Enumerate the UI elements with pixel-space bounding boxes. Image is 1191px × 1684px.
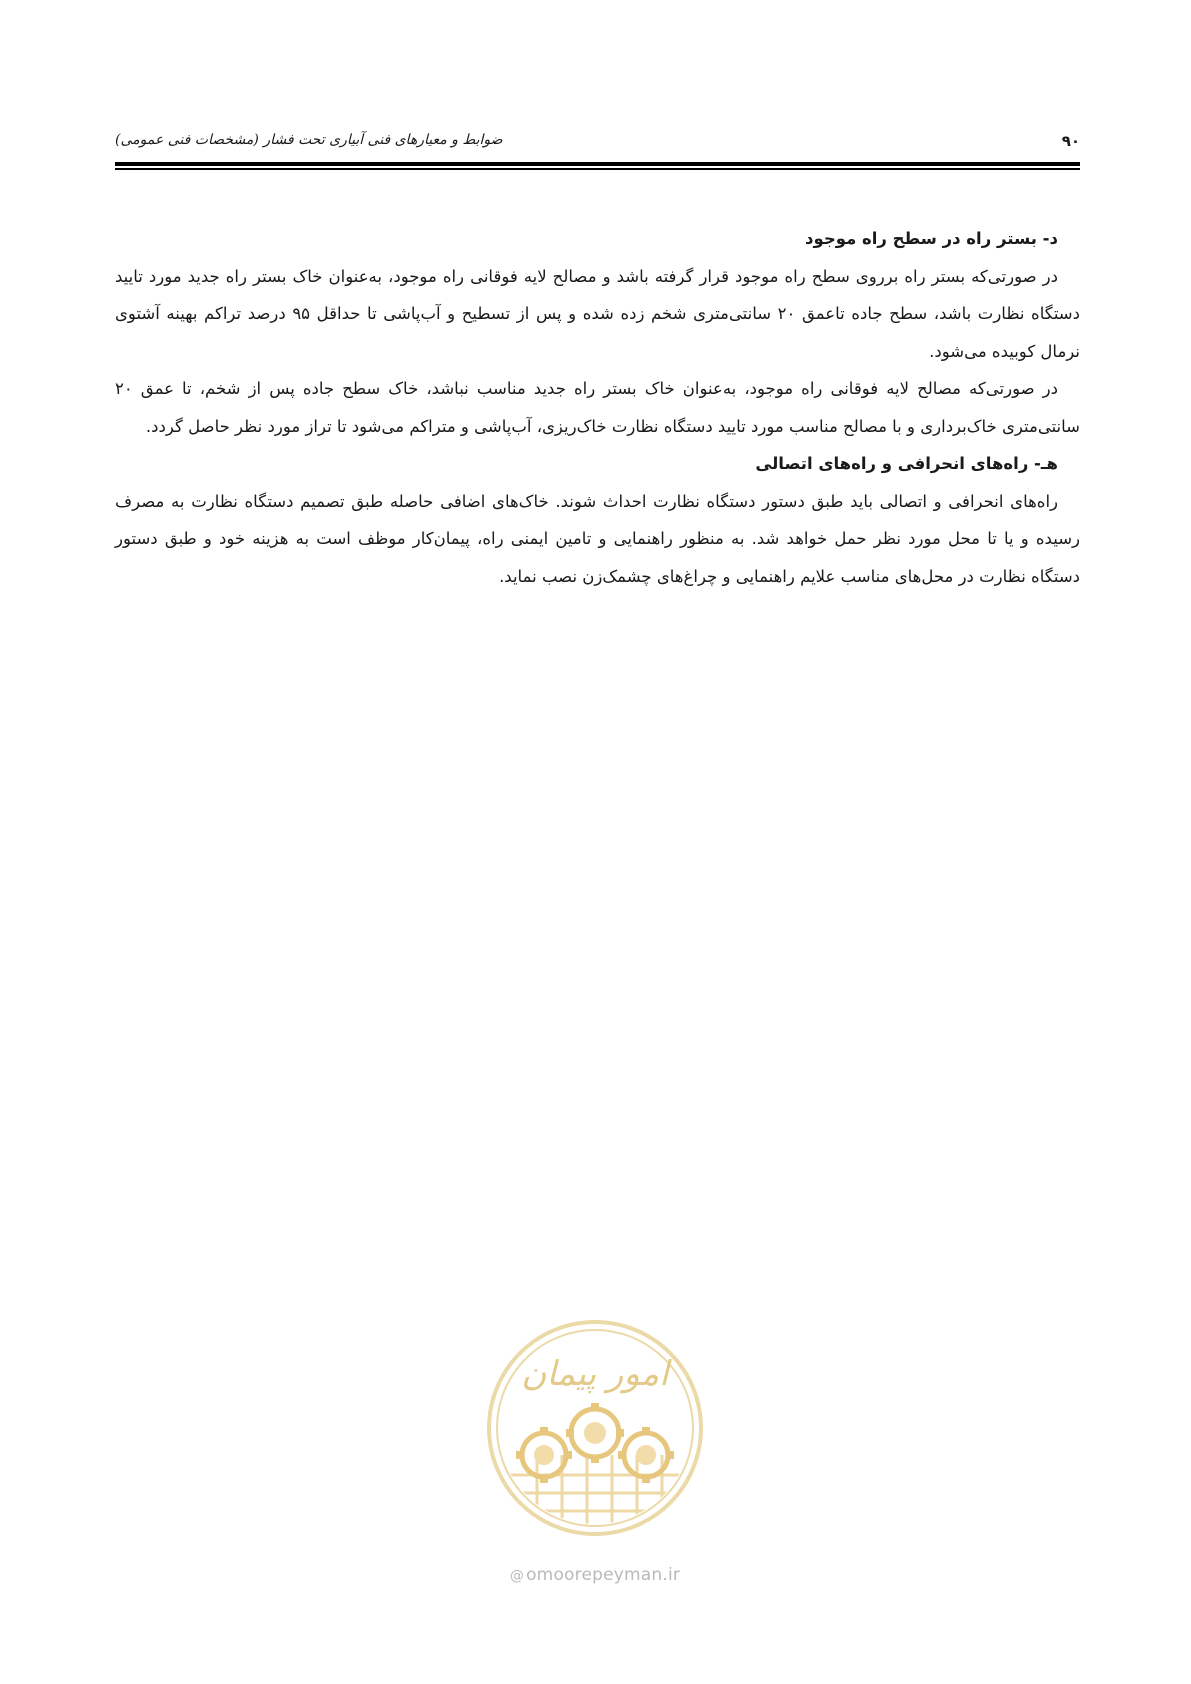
- gear-seal-logo-icon: [482, 1315, 708, 1541]
- svg-text:امور پیمان: امور پیمان: [521, 1354, 669, 1394]
- paragraph: در صورتی‌که بستر راه برروی سطح راه موجود قرار گرفته باشد و مصالح لایه فوقانی راه موجود، به‌عنوان خاک بستر راه جدید مورد تایید دستگاه نظارت باشد، سطح جاده تاعمق ۲۰ سانتی‌متری شخم زده شده و پس از تسطیح و آب‌پاشی تا حداقل ۹۵ درصد تراکم بهینه آشتوی نرمال کوبیده می‌شود.: [115, 266, 1080, 361]
- watermark-caption: [482, 1565, 708, 1585]
- page-header: [115, 118, 1080, 168]
- page-number: ۹۰: [1061, 132, 1080, 150]
- paragraph: در صورتی‌که مصالح لایه فوقانی راه موجود، به‌عنوان خاک بستر راه جدید مناسب نباشد، خاک سطح جاده پس از شخم، تا عمق ۲۰ سانتی‌متری خاک‌برداری و با مصالح مناسب مورد تایید دستگاه نظارت خاک‌ریزی، آب‌پاشی و متراکم می‌شود تا تراز مورد نظر حاصل گردد.: [115, 379, 1080, 436]
- section-heading: د- بستر راه در سطح راه موجود: [805, 229, 1058, 248]
- section-heading: هـ- راه‌های انحرافی و راه‌های اتصالی: [755, 454, 1058, 473]
- header-rule-thin: [115, 168, 1080, 170]
- running-title: ضوابط و معیارهای فنی آبیاری تحت فشار (مشخصات فنی عمومی): [115, 132, 503, 148]
- header-rule-thick: [115, 162, 1080, 166]
- watermark-url: omoorepeyman.ir: [526, 1565, 681, 1585]
- watermark: [482, 1315, 708, 1585]
- page-content: [115, 220, 1080, 595]
- paragraph: راه‌های انحرافی و اتصالی باید طبق دستور دستگاه نظارت احداث شوند. خاک‌های اضافی حاصله طبق تصمیم دستگاه نظارت به مصرف رسیده و یا تا محل مورد نظر حمل خواهد شد. به منظور راهنمایی و تامین ایمنی راه، پیمان‌کار موظف است به هزینه خود و طبق دستور دستگاه نظارت در محل‌های مناسب علایم راهنمایی و چراغ‌های چشمک‌زن نصب نماید.: [115, 491, 1080, 586]
- at-icon: @: [509, 1568, 525, 1584]
